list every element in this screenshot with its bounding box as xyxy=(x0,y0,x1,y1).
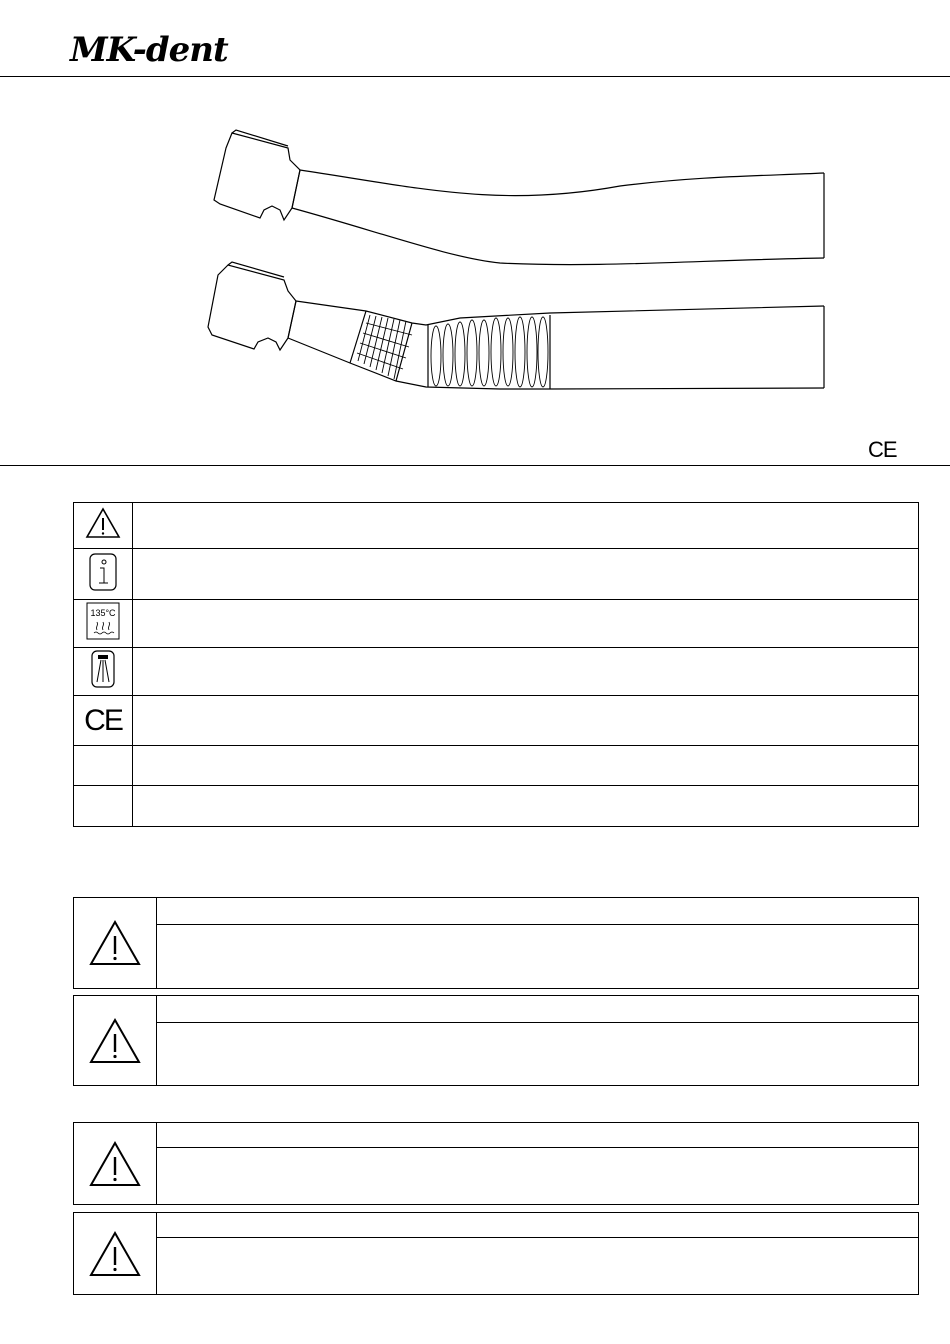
warning-box xyxy=(73,1212,919,1295)
symbol-row xyxy=(74,600,919,648)
info-icon xyxy=(88,552,118,592)
symbol-icon-cell xyxy=(74,696,133,746)
warning-title xyxy=(156,996,918,1023)
warning-triangle-icon xyxy=(88,1140,142,1188)
warning-icon-cell xyxy=(74,996,157,1085)
spray-water-icon xyxy=(90,649,116,689)
warning-triangle-icon xyxy=(88,919,142,967)
sterilization-135c-icon xyxy=(86,602,120,640)
symbol-row xyxy=(74,648,919,696)
warning-title xyxy=(156,898,918,925)
warning-box xyxy=(73,897,919,989)
warning-icon-cell xyxy=(74,1123,157,1204)
warning-triangle-icon xyxy=(85,507,121,539)
symbol-icon-cell xyxy=(74,648,133,696)
warning-box xyxy=(73,995,919,1086)
warning-triangle-icon xyxy=(88,1230,142,1278)
warning-title xyxy=(156,1123,918,1148)
symbols-table xyxy=(73,502,919,827)
warning-box xyxy=(73,1122,919,1205)
symbol-icon-cell xyxy=(74,600,133,648)
warning-body xyxy=(156,1238,918,1294)
symbol-icon-cell xyxy=(74,549,133,600)
symbol-row xyxy=(74,786,919,827)
warning-icon-cell xyxy=(74,898,157,988)
section-divider xyxy=(0,465,950,466)
symbol-icon-cell xyxy=(74,786,133,827)
symbol-row xyxy=(74,696,919,746)
brand-logo: MK-dent xyxy=(70,30,228,70)
warning-body xyxy=(156,925,918,988)
handpiece-smooth-drawing xyxy=(214,130,824,265)
ce-mark-icon: CE xyxy=(84,703,122,737)
warning-body xyxy=(156,1023,918,1085)
warning-triangle-icon xyxy=(88,1017,142,1065)
symbol-description xyxy=(133,549,919,600)
warning-icon-cell xyxy=(74,1213,157,1294)
symbol-description xyxy=(133,503,919,549)
symbol-row xyxy=(74,746,919,786)
symbol-description xyxy=(133,696,919,746)
symbol-icon-cell xyxy=(74,746,133,786)
handpiece-knurled-drawing xyxy=(208,262,824,389)
symbol-description xyxy=(133,746,919,786)
symbol-icon-cell xyxy=(74,503,133,549)
ce-mark: CE xyxy=(868,437,897,462)
warning-title xyxy=(156,1213,918,1238)
header-divider xyxy=(0,76,950,77)
symbol-description xyxy=(133,600,919,648)
symbol-description xyxy=(133,648,919,696)
symbol-row xyxy=(74,503,919,549)
warning-body xyxy=(156,1148,918,1204)
symbol-description xyxy=(133,786,919,827)
handpiece-illustration xyxy=(200,128,830,403)
sterilization-temp-label: 135°C xyxy=(90,608,116,618)
symbol-row xyxy=(74,549,919,600)
